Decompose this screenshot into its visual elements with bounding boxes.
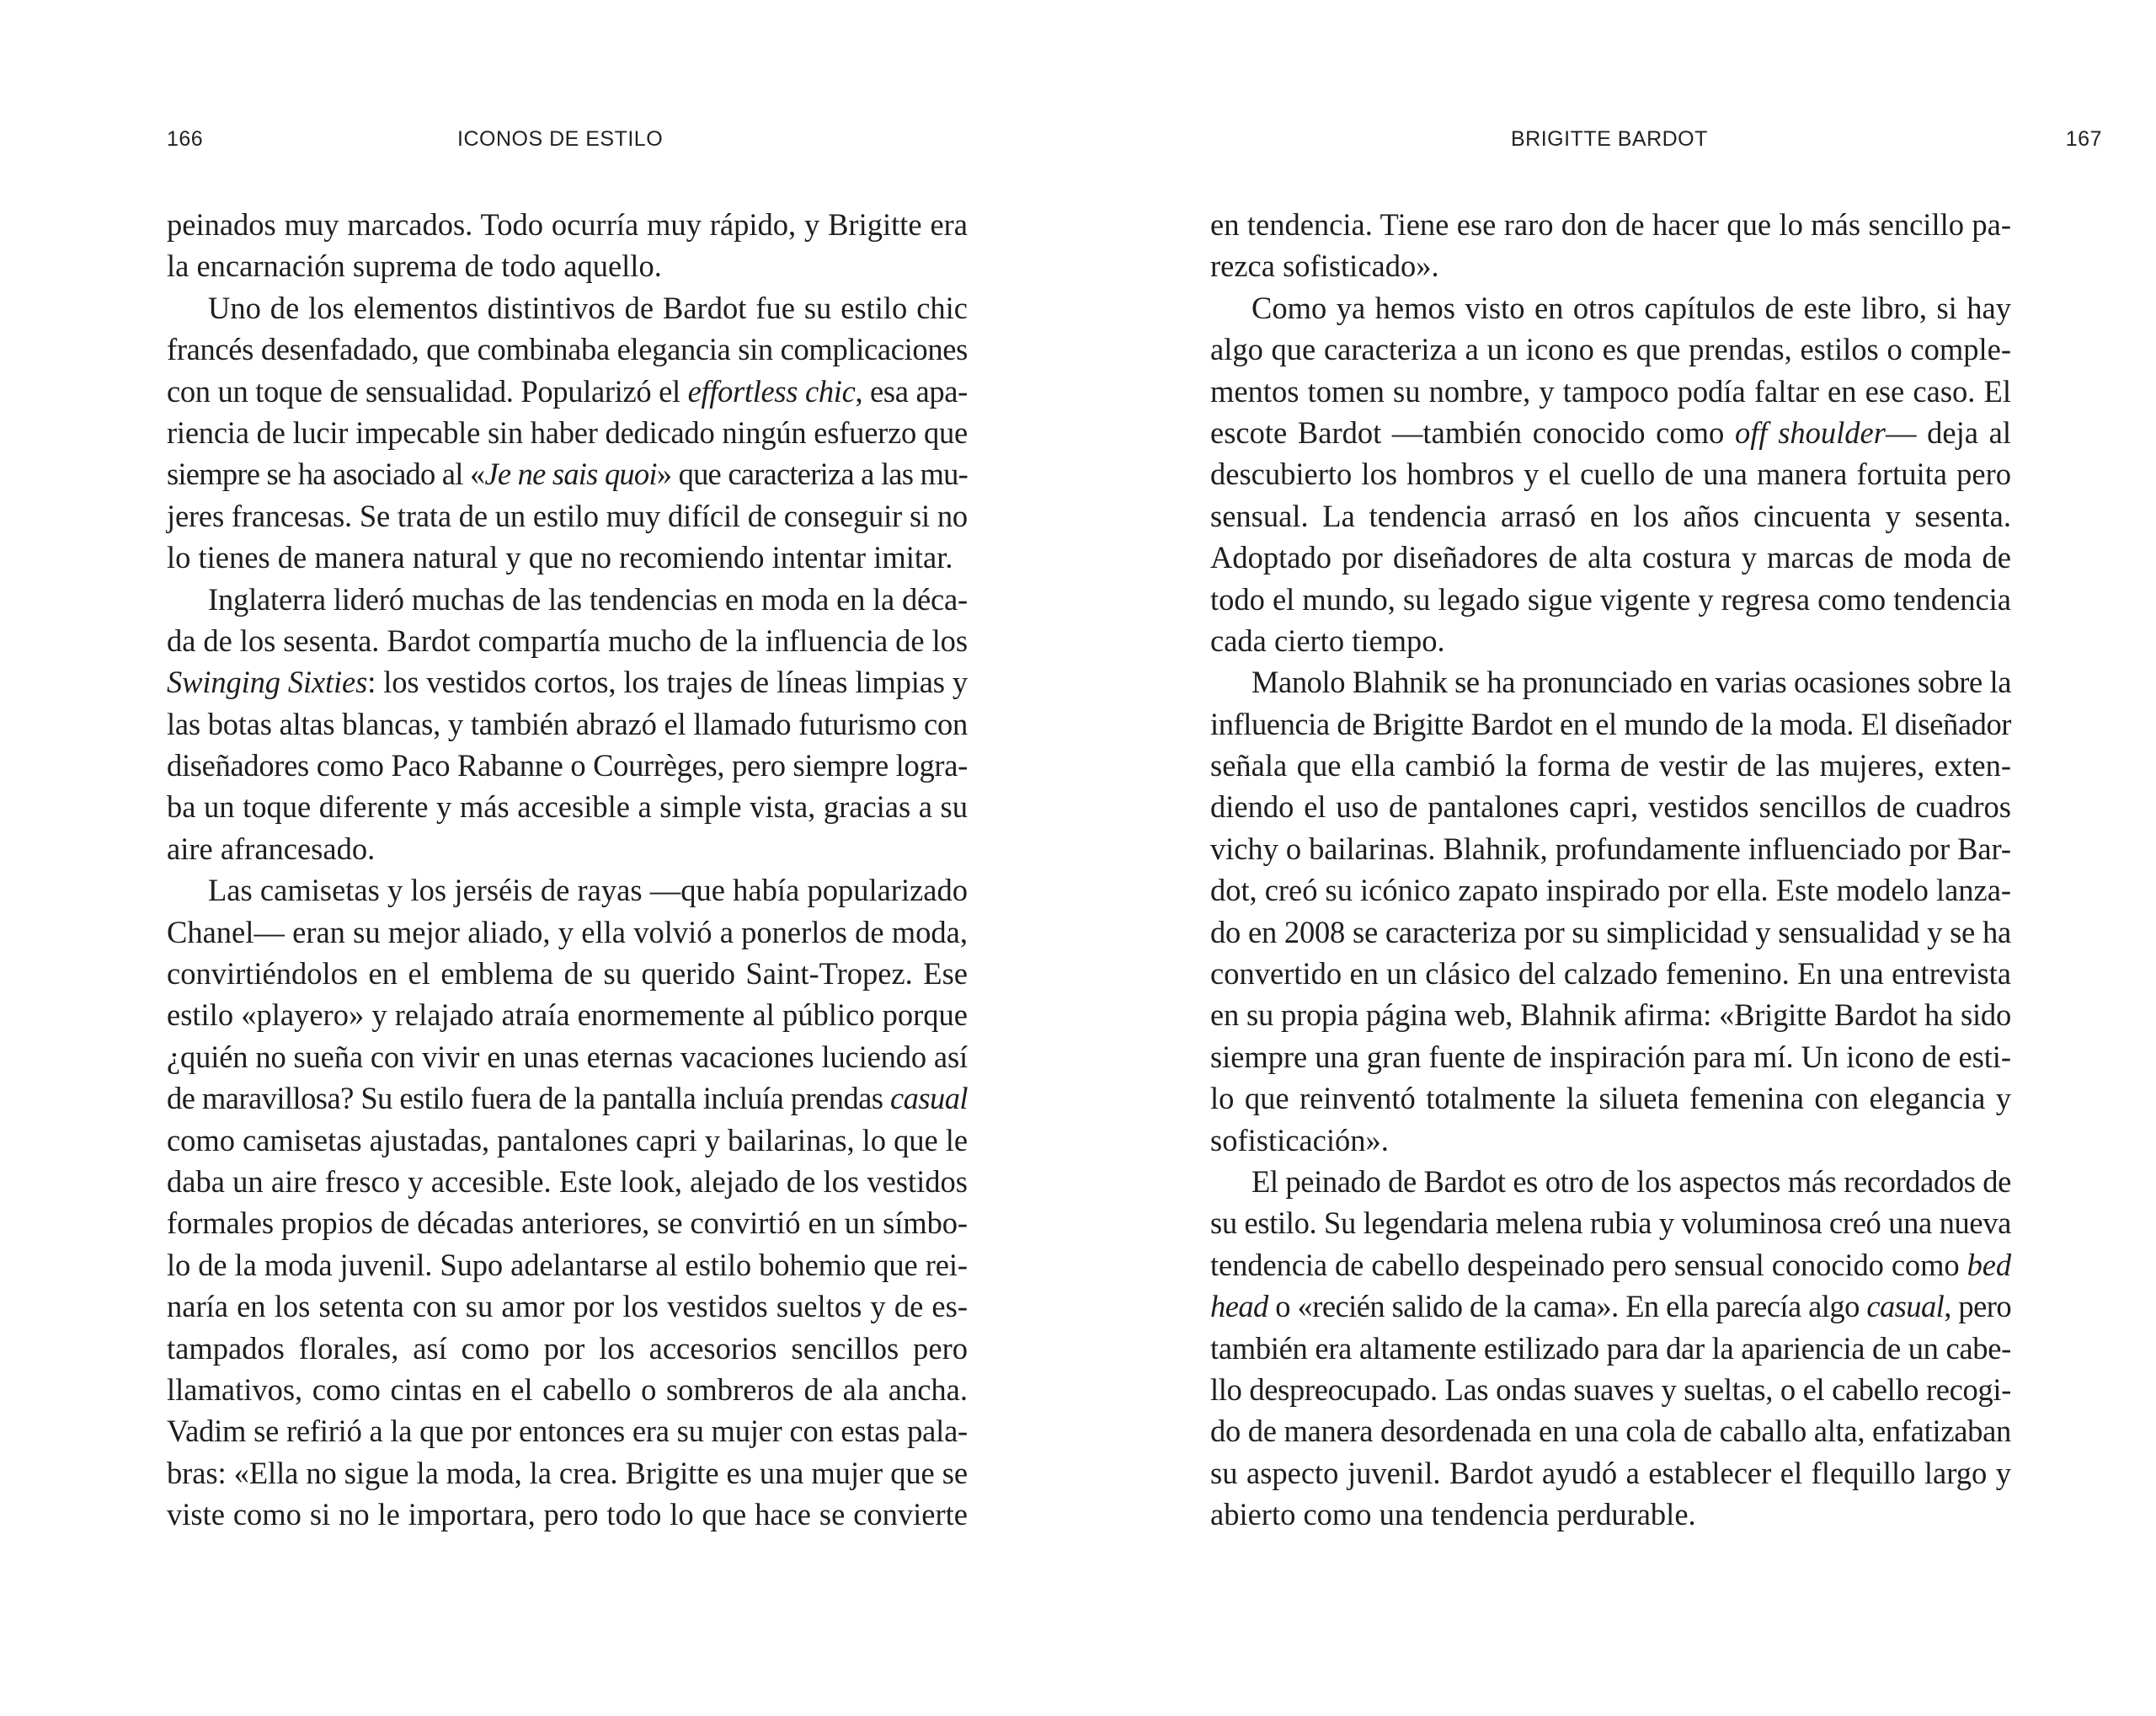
text-line — [167, 703, 968, 745]
text-run: estilo «playero» y relajado atraía enormemente al público porque — [167, 997, 968, 1033]
text-run: la encarnación suprema de todo aquello. — [167, 249, 662, 284]
italic-text: casual — [1866, 1289, 1945, 1324]
body-text — [1210, 204, 2011, 1536]
text-line — [167, 1120, 968, 1161]
text-run: do en 2008 se caracteriza por su simplicidad y sensualidad y se ha — [1210, 914, 2011, 949]
right-page — [1078, 0, 2156, 1716]
text-run: bras: «Ella no sigue la moda, la crea. Brigitte es una mujer que se — [167, 1455, 968, 1490]
italic-text: effortless chic — [687, 373, 856, 409]
text-line — [167, 620, 968, 661]
text-run: llo despreocupado. Las ondas suaves y sueltas, o el cabello recogi- — [1210, 1371, 2011, 1407]
text-run: Las camisetas y los jerséis de rayas —que había popularizado — [208, 873, 968, 908]
body-text — [167, 204, 968, 1536]
text-line — [1210, 1077, 2011, 1119]
text-line — [167, 1494, 968, 1535]
text-run: lo de la moda juvenil. Supo adelantarse al estilo bohemio que rei- — [167, 1247, 968, 1282]
text-run: Adoptado por diseñadores de alta costura y marcas de moda de — [1210, 540, 2011, 575]
text-line — [167, 953, 968, 994]
text-run: escote Bardot —también conocido como — [1210, 414, 1735, 450]
text-line — [1210, 579, 2011, 620]
text-run: de maravillosa? Su estilo fuera de la pantalla incluía prendas — [167, 1081, 891, 1116]
text-run: peinados muy marcados. Todo ocurría muy rápido, y Brigitte era — [167, 207, 968, 242]
text-run: señala que ella cambió la forma de vestir de las mujeres, exten- — [1210, 748, 2011, 783]
text-line — [167, 1410, 968, 1451]
text-run: llamativos, como cintas en el cabello o sombreros de ala ancha. — [167, 1371, 968, 1407]
text-line — [167, 1328, 968, 1369]
text-run: en tendencia. Tiene ese raro don de hacer que lo más sencillo pa- — [1210, 207, 2011, 242]
italic-text: Je ne sais quoi — [484, 457, 657, 492]
text-line — [1210, 412, 2011, 453]
text-run: Manolo Blahnik se ha pronunciado en varias ocasiones sobre la — [1251, 665, 2012, 700]
italic-text: off shoulder — [1734, 414, 1886, 450]
text-run: — deja al — [1885, 414, 2011, 450]
text-run: tendencia de cabello despeinado pero sensual conocido como — [1210, 1247, 1967, 1282]
text-line — [167, 1077, 968, 1119]
text-line — [167, 245, 968, 286]
text-line — [1210, 1369, 2011, 1410]
text-line — [1210, 869, 2011, 911]
text-run: abierto como una tendencia perdurable. — [1210, 1497, 1696, 1532]
text-run: diendo el uso de pantalones capri, vestidos sencillos de cuadros — [1210, 789, 2011, 825]
text-line — [167, 371, 968, 412]
text-run: ¿quién no sueña con vivir en unas eternas vacaciones luciendo así — [167, 1039, 968, 1074]
text-line — [1210, 1410, 2011, 1451]
text-line — [1210, 453, 2011, 494]
text-run: Uno de los elementos distintivos de Bardot fue su estilo chic — [208, 290, 968, 325]
text-run: siempre se ha asociado al « — [167, 457, 485, 492]
text-run: aire afrancesado. — [167, 831, 376, 866]
text-line — [1210, 1286, 2011, 1327]
text-line — [1210, 620, 2011, 661]
text-run: dot, creó su icónico zapato inspirado por ella. Este modelo lanza- — [1210, 873, 2011, 908]
text-line — [167, 911, 968, 953]
text-run: El peinado de Bardot es otro de los aspectos más recordados de — [1251, 1163, 2011, 1199]
text-run: Como ya hemos visto en otros capítulos de este libro, si hay — [1251, 290, 2011, 325]
text-run: daba un aire fresco y accesible. Este look, alejado de los vestidos — [167, 1163, 968, 1199]
text-line — [167, 661, 968, 703]
text-run: convertido en un clásico del calzado femenino. En una entrevista — [1210, 956, 2011, 992]
text-line — [1210, 371, 2011, 412]
text-run: lo que reinventó totalmente la silueta femenina con elegancia y — [1210, 1081, 2011, 1116]
text-run: en su propia página web, Blahnik afirma: «Brigitte Bardot ha sido — [1210, 997, 2011, 1033]
text-run: naría en los setenta con su amor por los vestidos sueltos y de es- — [167, 1289, 968, 1324]
text-run: Chanel— eran su mejor aliado, y ella volvió a ponerlos de moda, — [167, 914, 968, 949]
text-line — [167, 1161, 968, 1202]
text-line — [167, 745, 968, 786]
text-line — [167, 453, 968, 494]
text-line — [1210, 537, 2011, 578]
text-run: , esa apa- — [855, 373, 968, 409]
text-run: , pero — [1944, 1289, 2012, 1324]
text-run: con un toque de sensualidad. Popularizó el — [167, 373, 688, 409]
running-head: BRIGITTE BARDOT — [1511, 127, 1708, 151]
text-line — [1210, 204, 2011, 245]
text-line — [167, 204, 968, 245]
text-run: riencia de lucir impecable sin haber dedicado ningún esfuerzo que — [167, 414, 968, 450]
text-line — [167, 287, 968, 329]
italic-text: head — [1210, 1289, 1268, 1324]
text-run: vichy o bailarinas. Blahnik, profundamente influenciado por Bar- — [1210, 831, 2011, 866]
text-line — [1210, 1494, 2011, 1535]
text-run: Inglaterra lideró muchas de las tendencias en moda en la déca- — [208, 581, 968, 617]
text-run: todo el mundo, su legado sigue vigente y regresa como tendencia — [1210, 581, 2011, 617]
text-run: mentos tomen su nombre, y tampoco podía faltar en ese caso. El — [1210, 373, 2011, 409]
text-line — [167, 869, 968, 911]
text-line — [1210, 329, 2011, 370]
text-line — [1210, 994, 2011, 1035]
text-line — [1210, 1328, 2011, 1369]
text-run: lo tienes de manera natural y que no recomiendo intentar imitar. — [167, 540, 953, 575]
text-line — [1210, 1036, 2011, 1077]
text-run: ba un toque diferente y más accesible a simple vista, gracias a su — [167, 789, 968, 825]
italic-text: casual — [890, 1081, 969, 1116]
text-run: las botas altas blancas, y también abrazó el llamado futurismo con — [167, 706, 968, 741]
text-run: do de manera desordenada en una cola de caballo alta, enfatizaban — [1210, 1414, 2011, 1449]
text-line — [167, 412, 968, 453]
text-run: » que caracteriza a las mu- — [656, 457, 968, 492]
text-run: viste como si no le importara, pero todo lo que hace se convierte — [167, 1497, 968, 1532]
text-run: algo que caracteriza a un icono es que prendas, estilos o comple- — [1210, 332, 2011, 367]
text-line — [167, 1036, 968, 1077]
text-run: : los vestidos cortos, los trajes de líneas limpias y — [367, 665, 968, 700]
text-line — [1210, 1120, 2011, 1161]
text-line — [167, 994, 968, 1035]
text-line — [1210, 495, 2011, 537]
text-run: formales propios de décadas anteriores, se convirtió en un símbo- — [167, 1205, 968, 1241]
text-line — [1210, 1452, 2011, 1494]
text-run: o «recién salido de la cama». En ella parecía algo — [1267, 1289, 1867, 1324]
text-line — [167, 329, 968, 370]
text-line — [167, 786, 968, 827]
text-line — [167, 579, 968, 620]
text-run: su aspecto juvenil. Bardot ayudó a establecer el flequillo largo y — [1210, 1455, 2011, 1490]
text-run: también era altamente estilizado para dar la apariencia de un cabe- — [1210, 1330, 2011, 1366]
text-run: descubierto los hombros y el cuello de una manera fortuita pero — [1210, 457, 2011, 492]
text-run: sofisticación». — [1210, 1122, 1389, 1157]
text-run: francés desenfadado, que combinaba elegancia sin complicaciones — [167, 332, 968, 367]
text-run: cada cierto tiempo. — [1210, 623, 1445, 658]
text-line — [1210, 1244, 2011, 1286]
text-line — [1210, 953, 2011, 994]
text-line — [1210, 1202, 2011, 1243]
text-line — [1210, 661, 2011, 703]
italic-text: Swinging Sixties — [167, 665, 368, 700]
text-line — [167, 828, 968, 869]
text-line — [167, 495, 968, 537]
text-run: rezca sofisticado». — [1210, 249, 1439, 284]
page-number: 166 — [167, 127, 204, 151]
text-run: su estilo. Su legendaria melena rubia y voluminosa creó una nueva — [1210, 1205, 2011, 1241]
text-line — [167, 1369, 968, 1410]
text-run: diseñadores como Paco Rabanne o Courrèges, pero siempre logra- — [167, 748, 968, 783]
text-run: influencia de Brigitte Bardot en el mundo de la moda. El diseñador — [1210, 706, 2011, 741]
text-run: sensual. La tendencia arrasó en los años cincuenta y sesenta. — [1210, 498, 2011, 533]
text-line — [1210, 745, 2011, 786]
text-line — [1210, 287, 2011, 329]
text-run: siempre una gran fuente de inspiración para mí. Un icono de esti- — [1210, 1039, 2011, 1074]
text-line — [1210, 245, 2011, 286]
italic-text: bed — [1967, 1247, 2011, 1282]
text-run: tampados florales, así como por los accesorios sencillos pero — [167, 1330, 968, 1366]
text-run: da de los sesenta. Bardot compartía mucho de la influencia de los — [167, 623, 968, 658]
page-number: 167 — [2065, 127, 2102, 151]
text-run: convirtiéndolos en el emblema de su querido Saint-Tropez. Ese — [167, 956, 968, 992]
text-line — [167, 1244, 968, 1286]
text-line — [1210, 911, 2011, 953]
text-run: jeres francesas. Se trata de un estilo muy difícil de conseguir si no — [167, 498, 968, 533]
text-line — [1210, 786, 2011, 827]
running-head: ICONOS DE ESTILO — [457, 127, 664, 151]
text-line — [167, 1286, 968, 1327]
text-line — [1210, 1161, 2011, 1202]
text-line — [167, 537, 968, 578]
text-line — [167, 1202, 968, 1243]
text-line — [1210, 828, 2011, 869]
text-line — [167, 1452, 968, 1494]
text-run: como camisetas ajustadas, pantalones capri y bailarinas, lo que le — [167, 1122, 968, 1157]
text-line — [1210, 703, 2011, 745]
text-run: Vadim se refirió a la que por entonces era su mujer con estas pala- — [167, 1414, 968, 1449]
